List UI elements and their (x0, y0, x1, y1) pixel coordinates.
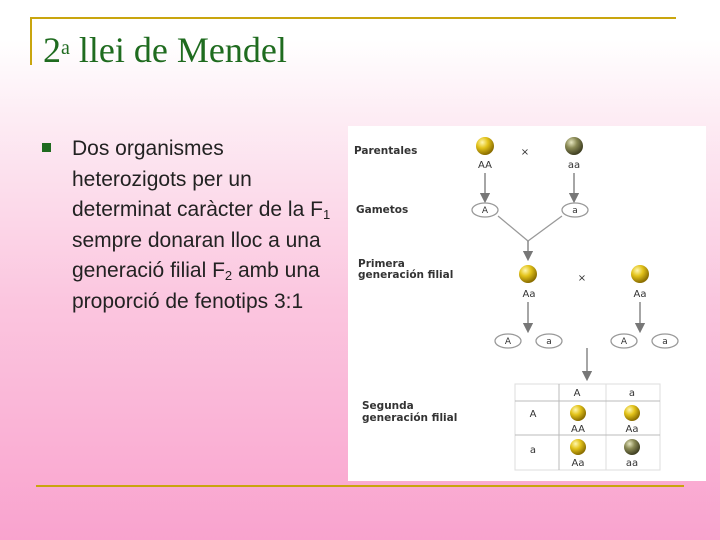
label-segunda-2: generación filial (362, 412, 458, 424)
bullet-text-part-2: sempre donaran lloc a una generació filial F (72, 228, 321, 282)
punnett-pea-aa (624, 439, 640, 455)
slide-title (43, 30, 287, 70)
f1-pea-right (631, 265, 649, 283)
punnett-row-header-1: A (529, 409, 537, 420)
merge-line-right (528, 216, 562, 241)
punnett-square (515, 384, 660, 470)
frame-left-line (30, 17, 32, 65)
title-superscript: a (61, 37, 70, 59)
f1-gamete-label-4: a (662, 337, 668, 347)
parent-2-genotype: aa (567, 160, 581, 171)
bullet-text-part-1: Dos organismes heterozigots per un determinat caràcter de la F (72, 137, 323, 221)
bullet-text (72, 134, 342, 317)
punnett-pea-Aa-top (624, 405, 640, 421)
frame-top-line (30, 17, 676, 19)
bullet-icon (42, 143, 51, 152)
f1-pea-left (519, 265, 537, 283)
f1-gamete-label-2: a (546, 337, 552, 347)
label-primera-1: Primera (358, 258, 405, 270)
punnett-cell-AA: AA (571, 424, 585, 435)
mendel-cross-diagram (348, 126, 706, 481)
parent-recessive-pea (565, 137, 583, 155)
f1-genotype-right: Aa (633, 289, 647, 300)
f1-gamete-label-1: A (504, 337, 512, 347)
punnett-pea-Aa-bottom (570, 439, 586, 455)
gamete-A-label: A (481, 206, 489, 216)
title-text: llei de Mendel (69, 30, 287, 70)
title-number: 2 (43, 30, 61, 70)
subscript-f2: 2 (224, 268, 233, 283)
cross-symbol-f1: × (577, 273, 587, 284)
merge-line-left (498, 216, 528, 241)
gamete-a-label: a (572, 206, 578, 216)
f1-genotype-left: Aa (522, 289, 536, 300)
frame-bottom-line (36, 485, 684, 487)
punnett-col-header-2: a (628, 388, 636, 399)
punnett-col-header-1: A (573, 388, 581, 399)
punnett-pea-AA (570, 405, 586, 421)
label-parentales: Parentales (354, 145, 418, 157)
f1-gamete-label-3: A (620, 337, 628, 347)
label-gametos: Gametos (356, 204, 409, 216)
punnett-row-header-2: a (529, 445, 537, 456)
punnett-cell-aa: aa (625, 458, 639, 469)
parent-1-genotype: AA (478, 160, 492, 171)
bullet-text-part-3: amb una proporció de fenotips 3:1 (72, 259, 320, 313)
punnett-cell-Aa-bottom: Aa (571, 458, 585, 469)
parent-dominant-pea (476, 137, 494, 155)
mendel-cross-figure (348, 126, 706, 481)
subscript-f1: 1 (322, 207, 331, 222)
punnett-cell-Aa-top: Aa (625, 424, 639, 435)
label-primera-2: generación filial (358, 269, 454, 281)
label-segunda-1: Segunda (362, 400, 414, 412)
cross-symbol-parents: × (520, 147, 530, 158)
